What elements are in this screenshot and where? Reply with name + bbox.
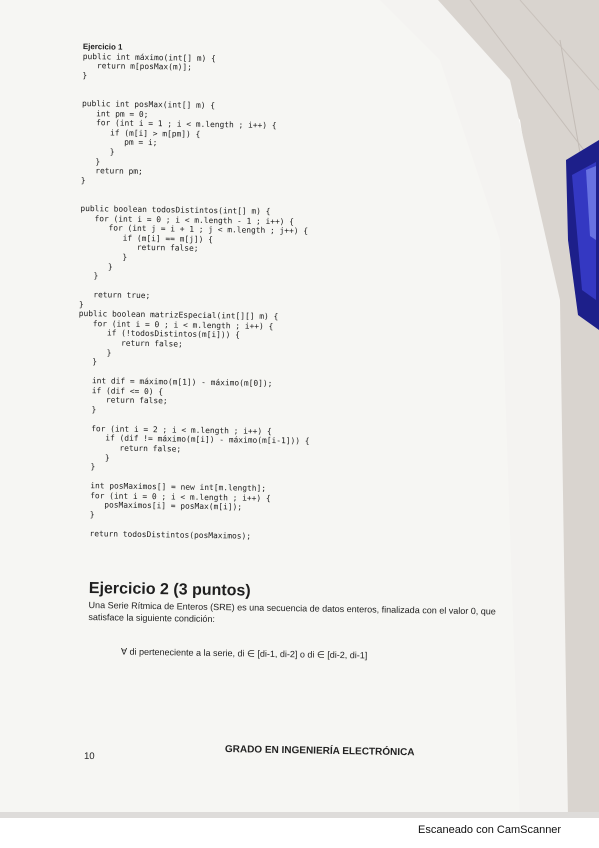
code-line: }: [75, 509, 95, 520]
code-line: for (int i = 0 ; i < m.length - 1 ; i++) {: [80, 213, 295, 227]
code-line: }: [79, 252, 128, 262]
exercise2-paragraph: Una Serie Rítmica de Enteros (SRE) es una secuencia de datos enteros, finalizada con el valor 0, que satisface la siguiente condición:: [88, 599, 496, 624]
code-line: if (m[i] == m[j]) {: [79, 232, 214, 245]
code-line: }: [81, 156, 101, 166]
code-line: public boolean matrizEspecial(int[][] m) {: [78, 309, 279, 322]
code-line: return false;: [79, 242, 199, 254]
code-line: }: [76, 462, 96, 472]
exercise2-title: Ejercicio 2: [88, 580, 170, 599]
code-line: }: [76, 452, 110, 462]
code-line: return false;: [77, 395, 168, 406]
exercise2-section: [88, 580, 529, 664]
code-line: for (int i = 2 ; i < m.length ; i++) {: [76, 423, 272, 436]
code-line: if (dif <= 0) {: [77, 385, 164, 396]
code-line: for (int i = 1 ; i < m.length ; i++) {: [81, 118, 277, 131]
code-line: return false;: [78, 337, 183, 349]
code-line: for (int j = i + 1 ; j < m.length ; j++) {: [80, 223, 309, 236]
code-line: int dif = máximo(m[1]) - máximo(m[0]);: [77, 376, 273, 389]
code-line: return false;: [76, 442, 182, 454]
code-line: for (int i = 0 ; i < m.length ; i++) {: [78, 318, 274, 331]
code-line: return m[posMax(m)];: [82, 61, 192, 72]
code-line: }: [82, 70, 88, 80]
code-line: int pm = 0;: [81, 108, 149, 119]
code-line: public boolean todosDistintos(int[] m) {: [80, 204, 271, 217]
page-number: 10: [83, 750, 95, 763]
code-line: if (dif != máximo(m[i]) - máximo(m[i-1])) {: [76, 433, 310, 447]
code-line: int posMaximos[] = new int[m.length];: [75, 481, 267, 494]
code-line: public int máximo(int[] m) {: [82, 51, 216, 63]
camscanner-watermark: Escaneado con CamScanner: [418, 824, 562, 836]
exercise2-condition: ∀ di perteneciente a la serie, di ∈ [di-1, di-2] o di ∈ [di-2, di-1]: [120, 646, 368, 661]
exercise1-title: Ejercicio 1: [82, 42, 123, 52]
code-line: return todosDistintos(posMaximos);: [75, 528, 252, 541]
code-line: if (m[i] > m[pm]) {: [81, 127, 201, 139]
code-line: }: [77, 404, 97, 415]
footer-title: GRADO EN INGENIERÍA ELECTRÓNICA: [224, 744, 415, 759]
code-line: }: [79, 271, 99, 281]
code-line: public int posMax(int[] m) {: [81, 99, 216, 111]
code-line: }: [79, 261, 113, 272]
code-line: posMaximos[i] = posMax(m[i]);: [75, 500, 243, 512]
exercise2-points: (3 puntos): [173, 581, 251, 600]
code-line: return pm;: [80, 166, 143, 177]
code-line: if (!todosDistintos(m[i])) {: [78, 328, 241, 340]
code-line: }: [78, 299, 84, 309]
code-line: }: [77, 357, 98, 367]
code-line: }: [80, 175, 86, 185]
code-line: pm = i;: [81, 137, 158, 148]
code-line: return true;: [78, 290, 151, 301]
code-line: }: [78, 347, 112, 357]
code-line: for (int i = 0 ; i < m.length ; i++) {: [75, 490, 271, 503]
code-listing: [75, 42, 316, 542]
code-line: }: [81, 147, 115, 157]
